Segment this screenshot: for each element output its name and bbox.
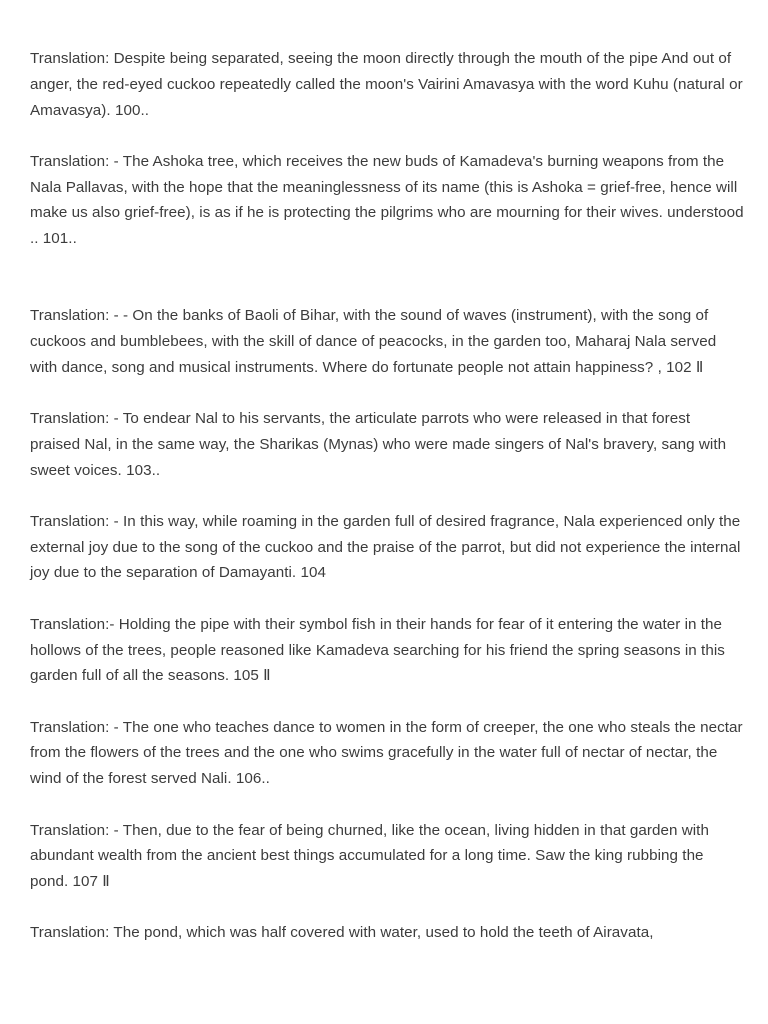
paragraph-spacer [30, 689, 744, 715]
document-body [30, 46, 744, 946]
paragraph-spacer [30, 483, 744, 509]
paragraph-spacer [30, 380, 744, 406]
paragraph-105: Translation:- Holding the pipe with their symbol fish in their hands for fear of it entering the water in the hollows of the trees, people reasoned like Kamadeva searching for his friend the spring seasons in this garden full of all the seasons. 105 Ⅱ [30, 615, 725, 685]
paragraph-102: Translation: - - On the banks of Baoli of Bihar, with the sound of waves (instrument), with the song of cuckoos and bumblebees, with the skill of dance of peacocks, in the garden too, Maharaj Nala served with dance, song and musical instruments. Where do fortunate people not attain happiness? , 102 Ⅱ [30, 307, 717, 376]
paragraph-104: Translation: - In this way, while roaming in the garden full of desired fragrance, Nala experienced only the external joy due to the song of the cuckoo and the praise of the parrot, but did not experience the internal joy due to the separation of Damayanti. 104 [30, 512, 741, 582]
paragraph-107: Translation: - Then, due to the fear of being churned, like the ocean, living hidden in that garden with abundant wealth from the ancient best things accumulated for a long time. Saw the king rubbing the pond. 107 Ⅱ [30, 821, 709, 891]
paragraph-106: Translation: - The one who teaches dance to women in the form of creeper, the one who steals the nectar from the flowers of the trees and the one who swims gracefully in the water full of nectar of nectar, the wind of the forest served Nali. 106.. [30, 718, 743, 788]
paragraph-spacer [30, 586, 744, 612]
paragraph-spacer [30, 895, 744, 921]
paragraph-spacer [30, 792, 744, 818]
paragraph-spacer [30, 123, 744, 149]
paragraph-spacer [30, 252, 744, 303]
paragraph-101: Translation: - The Ashoka tree, which receives the new buds of Kamadeva's burning weapons from the Nala Pallavas, with the hope that the meaninglessness of its name (this is Ashoka = grief-free, hence will make us also grief-free), is as if he is protecting the pilgrims who are mourning for their wives. understood .. 101.. [30, 152, 744, 248]
paragraph-100: Translation: Despite being separated, seeing the moon directly through the mouth of the pipe And out of anger, the red-eyed cuckoo repeatedly called the moon's Vairini Amavasya with the word Kuhu (natural or Amavasya). 100.. [30, 50, 743, 119]
paragraph-108-partial: Translation: The pond, which was half covered with water, used to hold the teeth of Airavata, [30, 924, 654, 942]
paragraph-103: Translation: - To endear Nal to his servants, the articulate parrots who were released in that forest praised Nal, in the same way, the Sharikas (Mynas) who were made singers of Nal's bravery, sang with sweet voices. 103.. [30, 409, 727, 479]
